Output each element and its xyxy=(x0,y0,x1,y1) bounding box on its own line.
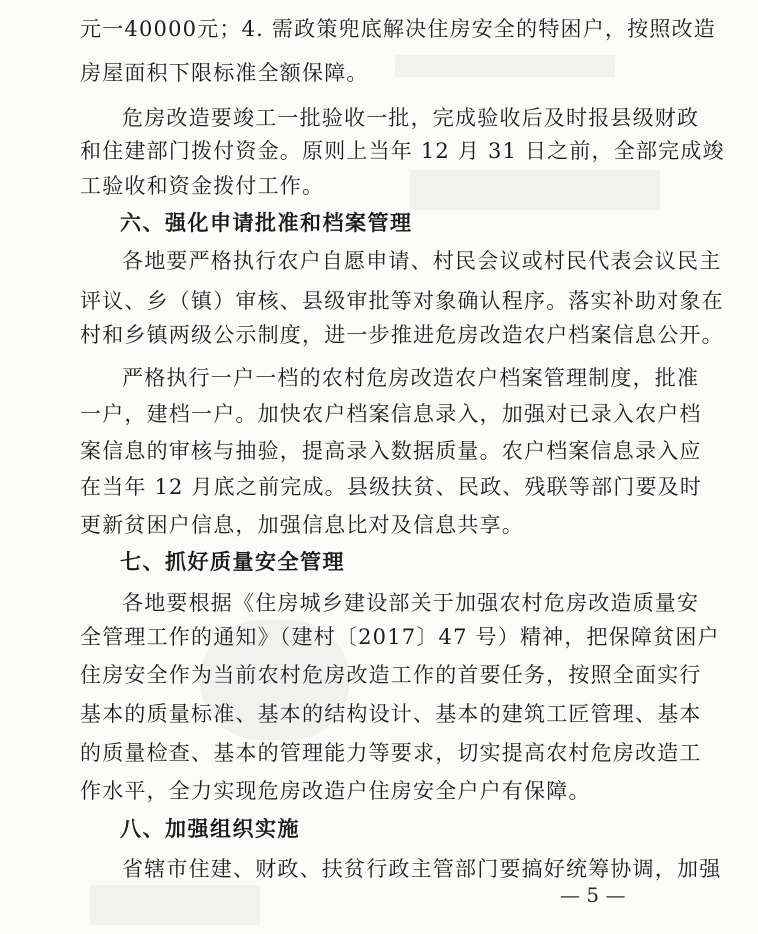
body-text-line: 住房安全作为当前农村危房改造工作的首要任务，按照全面实行 xyxy=(80,663,702,687)
body-text-line: 村和乡镇两级公示制度，进一步推进危房改造农户档案信息公开。 xyxy=(80,323,724,347)
section-heading-6: 六、强化申请批准和档案管理 xyxy=(120,211,413,235)
body-text-line: 房屋面积下限标准全额保障。 xyxy=(80,61,369,85)
body-text-line: 的质量检查、基本的管理能力等要求，切实提高农村危房改造工 xyxy=(80,741,702,765)
body-text-line: 严格执行一户一档的农村危房改造农户档案管理制度，批准 xyxy=(122,366,700,390)
body-text-line: 案信息的审核与抽验，提高录入数据质量。农户档案信息录入应 xyxy=(80,439,702,463)
body-text-line: 评议、乡（镇）审核、县级审批等对象确认程序。落实补助对象在 xyxy=(80,289,724,313)
body-text-line: 工验收和资金拨付工作。 xyxy=(80,174,325,198)
page-number: — 5 — xyxy=(560,883,626,907)
body-text-line: 一户，建档一户。加快农户档案信息录入，加强对已录入农户档 xyxy=(80,402,702,426)
body-text-line: 各地要严格执行农户自愿申请、村民会议或村民代表会议民主 xyxy=(122,249,722,273)
body-text-line: 危房改造要竣工一批验收一批，完成验收后及时报县级财政 xyxy=(122,106,700,130)
body-text-line: 和住建部门拨付资金。原则上当年 12 月 31 日之前，全部完成竣 xyxy=(80,139,725,163)
body-text-line: 更新贫困户信息，加强信息比对及信息共享。 xyxy=(80,513,524,537)
body-text-line: 元一40000元；4. 需政策兜底解决住房安全的特困户，按照改造 xyxy=(80,17,716,41)
body-text-line: 省辖市住建、财政、扶贫行政主管部门要搞好统筹协调，加强 xyxy=(122,857,722,881)
body-text-line: 在当年 12 月底之前完成。县级扶贫、民政、残联等部门要及时 xyxy=(80,475,703,499)
body-text-line: 各地要根据《住房城乡建设部关于加强农村危房改造质量安 xyxy=(122,591,700,615)
body-text-line: 作水平，全力实现危房改造户住房安全户户有保障。 xyxy=(80,779,591,803)
section-heading-8: 八、加强组织实施 xyxy=(120,817,300,841)
bleed-through-mark xyxy=(90,885,260,925)
body-text-line: 全管理工作的通知》（建村〔2017〕47 号）精神，把保障贫困户 xyxy=(80,625,720,649)
section-heading-7: 七、抓好质量安全管理 xyxy=(120,550,345,574)
body-text-line: 基本的质量标准、基本的结构设计、基本的建筑工匠管理、基本 xyxy=(80,702,702,726)
